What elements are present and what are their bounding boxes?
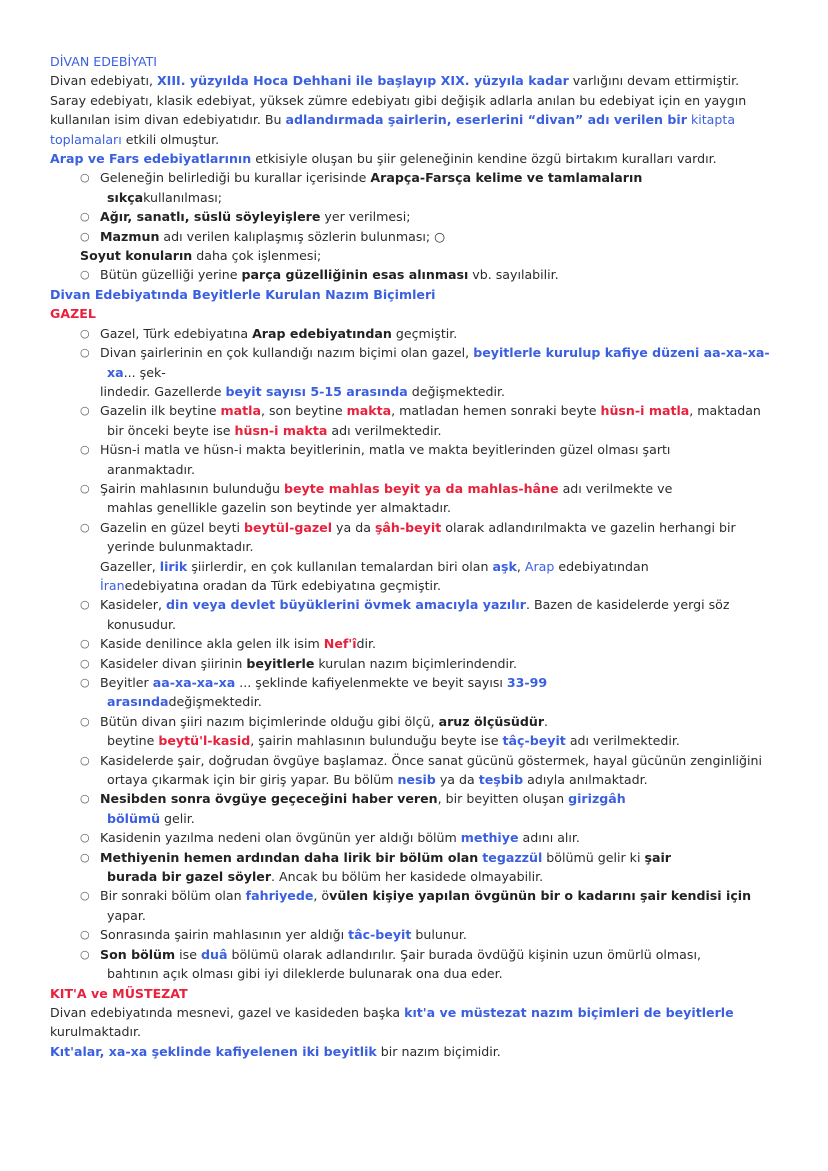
bullet-circle-icon: ○ xyxy=(80,404,90,418)
list-item xyxy=(50,401,780,420)
text-run: , bir beyitten oluşan xyxy=(437,791,569,807)
text-run: methiye xyxy=(460,830,519,846)
text-run: vülen kişiye yapılan övgünün bir o kadarını şair kendisi için xyxy=(329,888,752,904)
text-line xyxy=(50,421,780,440)
list-item xyxy=(50,828,780,847)
text-run: değişmektedir. xyxy=(407,383,506,399)
text-run: kurulmaktadır. xyxy=(50,1024,141,1040)
bullet-circle-icon: ○ xyxy=(80,947,90,961)
list-item xyxy=(50,945,780,964)
text-line xyxy=(50,285,780,304)
text-line xyxy=(50,363,780,382)
bullet-circle-icon: ○ xyxy=(80,171,90,185)
bullet-circle-icon: ○ xyxy=(80,831,90,845)
text-run: Divan Edebiyatında Beyitlerle Kurulan Nazım Biçimleri xyxy=(50,286,436,302)
text-run: din veya devlet büyüklerini övmek amacıyla yazılır xyxy=(166,597,526,613)
bullet-circle-icon: ○ xyxy=(80,443,90,457)
bullet-circle-icon: ○ xyxy=(80,598,90,612)
bullet-circle-icon: ○ xyxy=(80,850,90,864)
text-run: teşbib xyxy=(478,772,524,788)
text-run: yapar. xyxy=(107,907,146,923)
list-item xyxy=(50,595,780,614)
text-run: Divan edebiyatında mesnevi, gazel ve kasideden başka xyxy=(50,1004,405,1020)
text-run: fahriyede xyxy=(245,888,314,904)
list-item xyxy=(50,654,780,673)
page-title xyxy=(50,52,780,71)
list-item xyxy=(50,789,780,808)
text-run: Kasideler divan şiirinin xyxy=(100,655,247,671)
text-run: adıyla anılmaktadr. xyxy=(523,772,648,788)
text-run: konusudur. xyxy=(107,616,177,632)
text-run: Ağır, sanatlı, süslü söyleyişlere xyxy=(100,209,321,225)
text-run: etkili olmuştur. xyxy=(121,131,220,147)
text-run: adını alır. xyxy=(518,830,580,846)
text-run: kıt'a ve müstezat nazım biçimleri de beyitlerle xyxy=(404,1004,734,1020)
text-run: Mazmun xyxy=(100,228,160,244)
text-run: aa-xa-xa-xa xyxy=(152,675,236,690)
text-run: Sonrasında şairin mahlasının yer aldığı xyxy=(100,927,349,943)
text-line xyxy=(50,110,780,129)
bullet-circle-icon: ○ xyxy=(80,928,90,942)
bullet-circle-icon: ○ xyxy=(80,326,90,340)
text-run: 33-99 xyxy=(506,675,548,690)
text-run: arasında xyxy=(107,694,169,710)
text-run: bölümü xyxy=(107,810,161,826)
bullet-circle-icon: ○ xyxy=(80,481,90,495)
text-line xyxy=(50,91,780,110)
text-run: . xyxy=(544,713,549,729)
text-run: Kıt'alar, xa-xa şeklinde kafiyelenen iki beyitlik xyxy=(50,1043,377,1059)
document-body xyxy=(50,52,780,1061)
text-run: matla xyxy=(220,403,261,419)
text-line xyxy=(50,984,780,1003)
text-run: aşk xyxy=(492,558,517,574)
text-line xyxy=(50,460,780,479)
text-run: yerinde bulunmaktadır. xyxy=(107,539,254,555)
list-item xyxy=(50,440,780,459)
text-run: şâh-beyit xyxy=(374,519,442,535)
bullet-circle-icon: ○ xyxy=(80,792,90,806)
text-run: bir önceki beyte ise xyxy=(107,422,235,438)
text-run: beytül-gazel xyxy=(244,519,333,535)
text-run: gelir. xyxy=(160,810,195,826)
list-item xyxy=(50,324,780,343)
text-run: bir nazım biçimidir. xyxy=(376,1043,501,1059)
text-line xyxy=(50,130,780,149)
text-line xyxy=(50,149,780,168)
text-run: Kasideler, xyxy=(100,597,166,613)
list-item xyxy=(50,265,780,284)
bullet-circle-icon: ○ xyxy=(80,714,90,728)
text-line xyxy=(50,770,780,789)
text-run: kitapta xyxy=(686,112,736,128)
text-line xyxy=(50,809,780,828)
text-run: adlandırmada şairlerin, eserlerini “divan” adı verilen bir xyxy=(285,112,687,128)
text-run: ya da xyxy=(332,519,375,535)
text-run: Gazel, Türk edebiyatına xyxy=(100,325,253,341)
text-run: beyte mahlas beyit ya da mahlas-hâne xyxy=(283,480,559,496)
text-run: xa xyxy=(107,364,124,380)
text-run: , ö xyxy=(313,888,330,904)
text-run: ortaya çıkarmak için bir giriş yapar. Bu bölüm xyxy=(107,772,398,788)
list-item xyxy=(50,227,780,246)
bullet-circle-icon: ○ xyxy=(80,753,90,767)
text-line xyxy=(50,304,780,323)
text-run: tegazzül xyxy=(482,849,543,865)
text-run: edebiyatından xyxy=(554,558,649,574)
text-run: Gazelin en güzel beyti xyxy=(100,519,245,535)
list-item xyxy=(50,848,780,867)
text-run: bölümü gelir ki xyxy=(542,849,645,865)
text-line xyxy=(50,731,780,750)
text-run: ya da xyxy=(435,772,479,788)
text-line xyxy=(50,382,780,401)
text-run: tâc-beyit xyxy=(348,927,412,943)
text-run: tâç-beyit xyxy=(502,733,566,749)
text-run: adı verilmektedir. xyxy=(565,733,680,749)
bullet-circle-icon: ○ xyxy=(80,637,90,651)
list-item xyxy=(50,712,780,731)
text-run: beyitlerle xyxy=(246,655,315,671)
text-line xyxy=(50,1003,780,1022)
list-item xyxy=(50,925,780,944)
text-run: KIT'A ve MÜSTEZAT xyxy=(50,985,188,1001)
text-run: XIII. yüzyılda Hoca Dehhani ile başlayıp XIX. yüzyıla kadar xyxy=(156,73,569,89)
text-run: parça güzelliğinin esas alınması xyxy=(241,267,469,283)
text-run: Divan edebiyatı, xyxy=(50,73,157,89)
bullet-circle-icon: ○ xyxy=(80,268,90,282)
text-run: Gazelin ilk beytine xyxy=(100,403,221,419)
text-line xyxy=(50,71,780,90)
text-run: . Bazen de kasidelerde yergi söz xyxy=(525,597,730,613)
bullet-circle-icon: ○ xyxy=(80,520,90,534)
text-run: olarak adlandırılmakta ve gazelin herhangi bir xyxy=(441,519,736,535)
text-run: Beyitler xyxy=(100,675,153,690)
text-run: bulunur. xyxy=(411,927,467,943)
list-item xyxy=(50,479,780,498)
list-item xyxy=(50,207,780,226)
text-run: Arapça-Farsça kelime ve tamlamaların xyxy=(370,170,643,186)
text-line xyxy=(50,576,780,595)
text-run: , matladan hemen sonraki beyte xyxy=(391,403,601,419)
text-run: , son beytine xyxy=(260,403,347,419)
text-run: dir. xyxy=(356,636,377,652)
text-line xyxy=(50,537,780,556)
text-run: Gazeller, xyxy=(100,558,160,574)
text-run: nesib xyxy=(397,772,436,788)
text-run: Nef'î xyxy=(323,636,357,652)
text-run: Bütün divan şiiri nazım biçimlerinde olduğu gibi ölçü, xyxy=(100,713,439,729)
text-run: adı verilmektedir. xyxy=(327,422,442,438)
text-run: Arap xyxy=(524,558,555,574)
text-run: adı verilmekte ve xyxy=(558,480,673,496)
text-run: Kasidenin yazılma nedeni olan övgünün yer aldığı bölüm xyxy=(100,830,461,846)
text-line xyxy=(50,615,780,634)
text-run: şiirlerdir, en çok kullanılan temalardan biri olan xyxy=(187,558,493,574)
text-run: Nesibden sonra övgüye geçeceğini haber veren xyxy=(100,791,438,807)
text-run: , maktadan xyxy=(689,403,761,419)
bullet-circle-icon: ○ xyxy=(80,229,90,243)
text-run: kurulan nazım biçimlerindendir. xyxy=(314,655,518,671)
text-run: edebiyatına oradan da Türk edebiyatına geçmiştir. xyxy=(124,577,442,593)
text-line xyxy=(50,867,780,886)
text-run: mahlas genellikle gazelin son beytinde yer almaktadır. xyxy=(107,500,451,516)
text-line xyxy=(50,557,780,576)
text-run: aranmaktadır. xyxy=(107,461,196,477)
text-run: Son bölüm xyxy=(100,946,176,962)
text-line xyxy=(50,1022,780,1041)
text-run: Saray edebiyatı, klasik edebiyat, yüksek zümre edebiyatı gibi değişik adlarla anılan bu edebiyat için en yaygın xyxy=(50,92,747,108)
text-run: burada bir gazel söyler xyxy=(107,869,272,885)
text-run: bölümü olarak adlandırılır. Şair burada övdüğü kişinin uzun ömürlü olması, xyxy=(227,946,701,962)
text-run: beyit sayısı 5-15 arasında xyxy=(225,383,408,399)
text-line xyxy=(50,906,780,925)
list-item xyxy=(50,673,780,692)
text-run: ise xyxy=(175,946,201,962)
text-run: hüsn-i makta xyxy=(234,422,328,438)
text-line xyxy=(50,246,780,265)
text-run: Geleneğin belirlediği bu kurallar içerisinde xyxy=(100,170,371,186)
text-run: aruz ölçüsüdür xyxy=(438,713,545,729)
text-run: beytine xyxy=(107,733,159,749)
text-line xyxy=(50,964,780,983)
text-run: Soyut konuların xyxy=(80,248,193,264)
bullet-circle-icon: ○ xyxy=(80,210,90,224)
bullet-circle-icon: ○ xyxy=(80,676,90,689)
text-run: , şairin mahlasının bulunduğu beyte ise xyxy=(250,733,503,749)
text-run: Bir sonraki bölüm olan xyxy=(100,888,246,904)
text-run: duâ xyxy=(200,946,228,962)
text-run: Bütün güzelliği yerine xyxy=(100,267,242,283)
text-run: daha çok işlenmesi; xyxy=(192,248,322,264)
text-run: beyitlerle kurulup kafiye düzeni aa-xa-xa- xyxy=(473,345,770,361)
bullet-circle-icon: ○ xyxy=(80,889,90,903)
text-run: lirik xyxy=(159,558,188,574)
text-run: Arap ve Fars edebiyatlarının xyxy=(50,151,252,167)
text-run: makta xyxy=(346,403,392,419)
text-run: şair xyxy=(644,849,671,865)
text-run: kullanılan isim divan edebiyatıdır. Bu xyxy=(50,112,286,128)
text-run: girizgâh xyxy=(568,791,626,807)
bullet-circle-icon: ○ xyxy=(80,656,90,670)
text-run: hüsn-i matla xyxy=(600,403,690,419)
text-run: Methiyenin hemen ardından daha lirik bir bölüm olan xyxy=(100,849,479,865)
text-run: ... şeklinde kafiyelenmekte ve beyit sayısı xyxy=(235,675,507,690)
bullet-circle-icon: ○ xyxy=(80,346,90,360)
text-run: adı verilen kalıplaşmış sözlerin bulunması; ○ xyxy=(159,228,446,244)
text-run: Şairin mahlasının bulunduğu xyxy=(100,480,284,496)
text-run: varlığını devam ettirmiştir. xyxy=(568,73,740,89)
text-run: değişmektedir. xyxy=(168,694,262,710)
text-run: geçmiştir. xyxy=(391,325,458,341)
text-run: bahtının açık olması gibi iyi dileklerde bulunarak ona dua eder. xyxy=(107,966,503,982)
text-run: İran xyxy=(100,577,125,593)
text-run: Divan şairlerinin en çok kullandığı nazım biçimi olan gazel, xyxy=(100,345,474,361)
text-line xyxy=(50,1042,780,1061)
text-run: kullanılması; xyxy=(143,189,223,205)
text-run: Kasidelerde şair, doğrudan övgüye başlamaz. Önce sanat gücünü göstermek, hayal gücünün zenginliğini xyxy=(100,752,762,768)
text-run: Hüsn-i matla ve hüsn-i makta beyitlerinin, matla ve makta beyitlerinden güzel olması şartı xyxy=(100,442,671,458)
text-run: lindedir. Gazellerde xyxy=(100,383,226,399)
list-item xyxy=(50,634,780,653)
text-line xyxy=(50,498,780,517)
text-line xyxy=(50,188,780,207)
text-run: , xyxy=(516,558,525,574)
text-run: yer verilmesi; xyxy=(320,209,411,225)
text-run: Kaside denilince akla gelen ilk isim xyxy=(100,636,324,652)
list-item xyxy=(50,168,780,187)
text-run: DİVAN EDEBİYATI xyxy=(50,54,157,69)
text-run: . Ancak bu bölüm her kasidede olmayabilir. xyxy=(271,869,544,885)
text-run: toplamaları xyxy=(50,131,122,147)
list-item xyxy=(50,886,780,905)
text-line xyxy=(50,692,780,711)
text-run: sıkça xyxy=(107,189,144,205)
list-item xyxy=(50,343,780,362)
list-item xyxy=(50,751,780,770)
text-run: vb. sayılabilir. xyxy=(468,267,559,283)
text-run: Arap edebiyatından xyxy=(252,325,392,341)
list-item xyxy=(50,518,780,537)
text-run: GAZEL xyxy=(50,306,96,322)
text-run: beytü'l-kasid xyxy=(158,733,251,749)
text-run: etkisiyle oluşan bu şiir geleneğinin kendine özgü birtakım kuralları vardır. xyxy=(251,151,717,167)
text-run: ... şek- xyxy=(123,364,166,380)
